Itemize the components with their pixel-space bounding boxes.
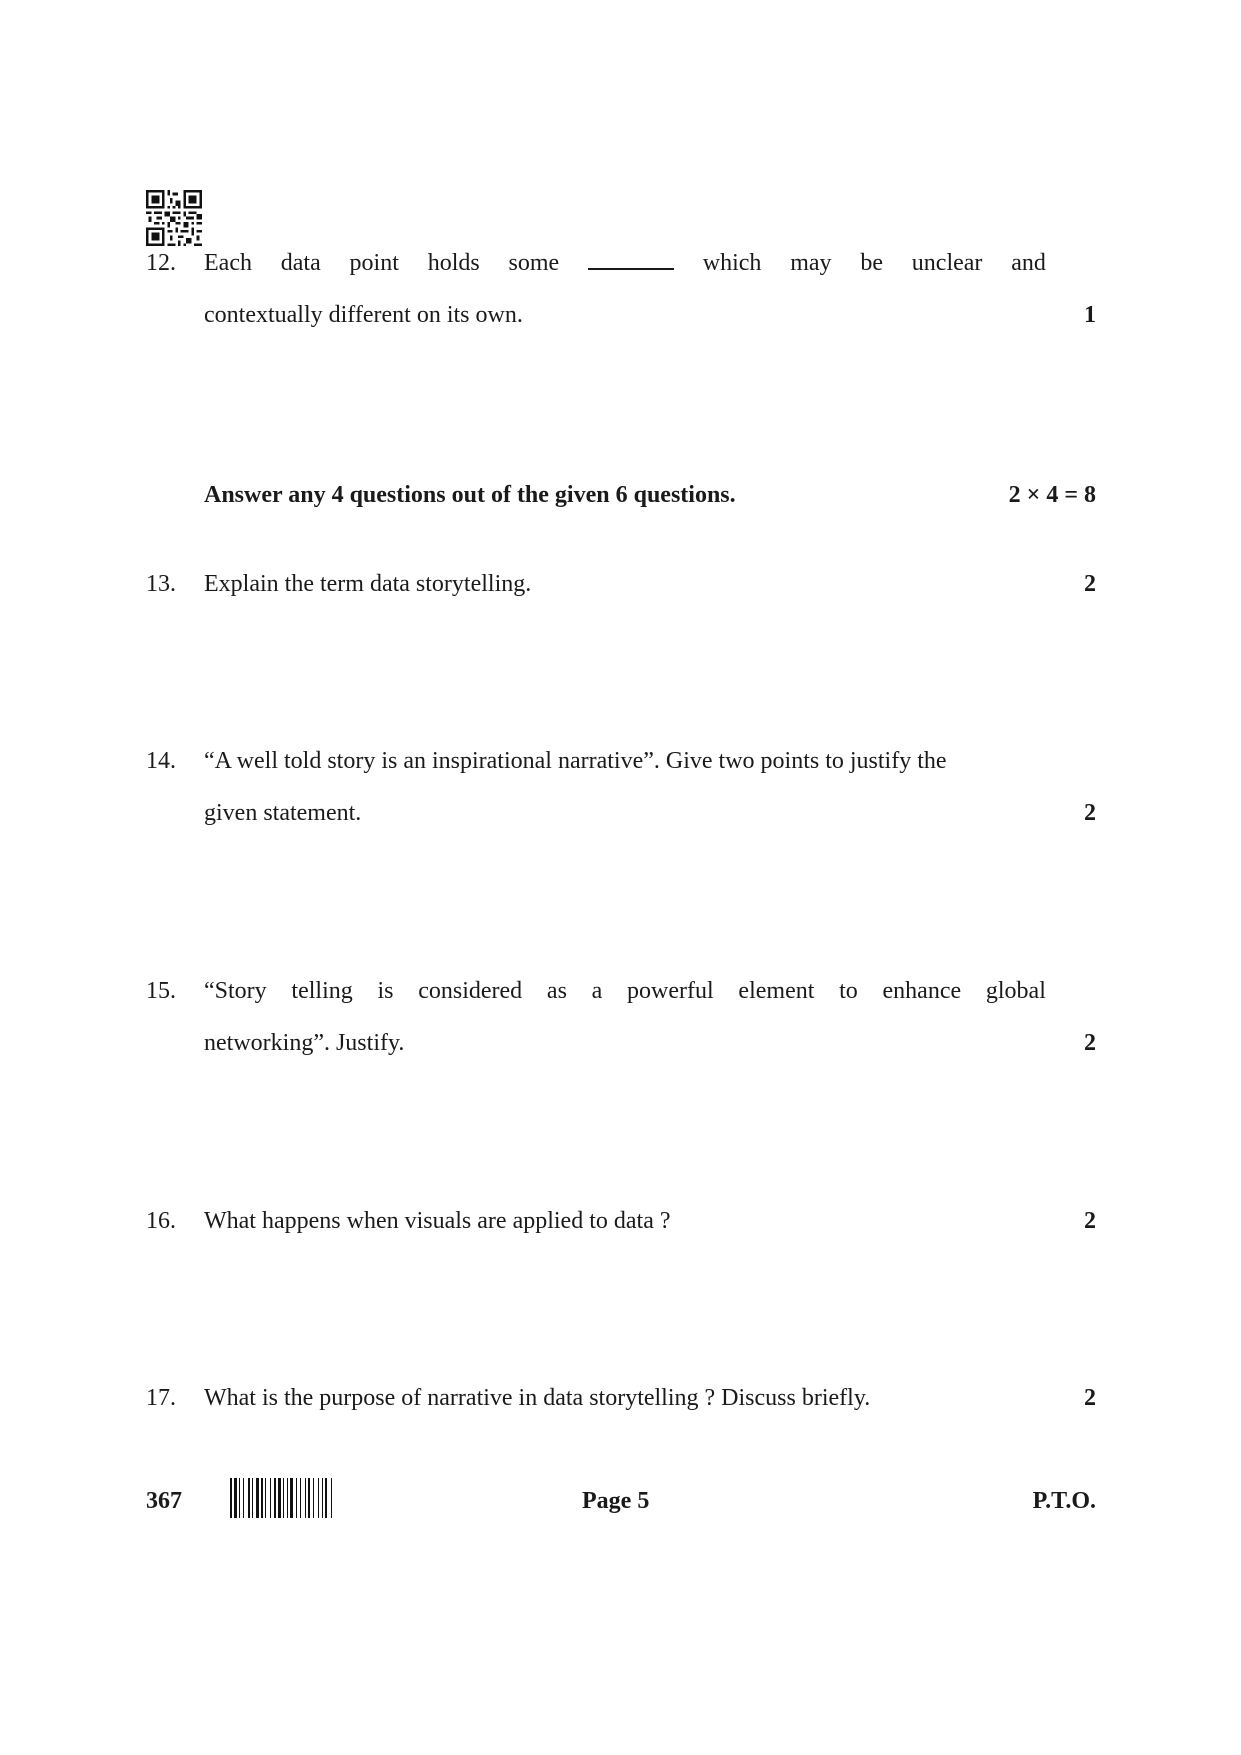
question-text-line-1: “Story telling is considered as a powerful element to enhance global xyxy=(204,978,1046,1004)
question-number: 12. xyxy=(146,250,176,276)
page-number: Page 5 xyxy=(582,1488,650,1514)
question-text-line-2: contextually different on its own. xyxy=(204,302,523,328)
question-number: 15. xyxy=(146,978,176,1004)
question-text-line-2: given statement. xyxy=(204,800,362,826)
question-text-line-1: What happens when visuals are applied to data ? xyxy=(204,1208,671,1234)
question-marks: 2 xyxy=(1084,1385,1096,1411)
question-marks: 2 xyxy=(1084,800,1096,826)
question-text-line-2: networking”. Justify. xyxy=(204,1030,405,1056)
question-text-line-1: Explain the term data storytelling. xyxy=(204,571,532,597)
instruction-text: Answer any 4 questions out of the given 6 questions. xyxy=(204,482,736,508)
question-marks: 2 xyxy=(1084,571,1096,597)
question-number: 17. xyxy=(146,1385,176,1411)
question-marks: 2 xyxy=(1084,1208,1096,1234)
paper-code: 367 xyxy=(146,1488,182,1514)
answer-blank xyxy=(588,250,674,270)
question-text-line-1: “A well told story is an inspirational narrative”. Give two points to justify the xyxy=(204,748,947,774)
question-number: 14. xyxy=(146,748,176,774)
qr-code-icon xyxy=(146,190,202,246)
section-marks: 2 × 4 = 8 xyxy=(1008,482,1096,508)
question-marks: 1 xyxy=(1084,302,1096,328)
question-number: 16. xyxy=(146,1208,176,1234)
question-marks: 2 xyxy=(1084,1030,1096,1056)
question-number: 13. xyxy=(146,571,176,597)
pto-label: P.T.O. xyxy=(1032,1488,1096,1514)
page-footer xyxy=(146,1478,1096,1520)
question-text-line-1: Each data point holds some which may be unclear and xyxy=(204,250,1046,276)
barcode-icon xyxy=(230,1478,434,1518)
question-text-line-1: What is the purpose of narrative in data storytelling ? Discuss briefly. xyxy=(204,1385,871,1411)
